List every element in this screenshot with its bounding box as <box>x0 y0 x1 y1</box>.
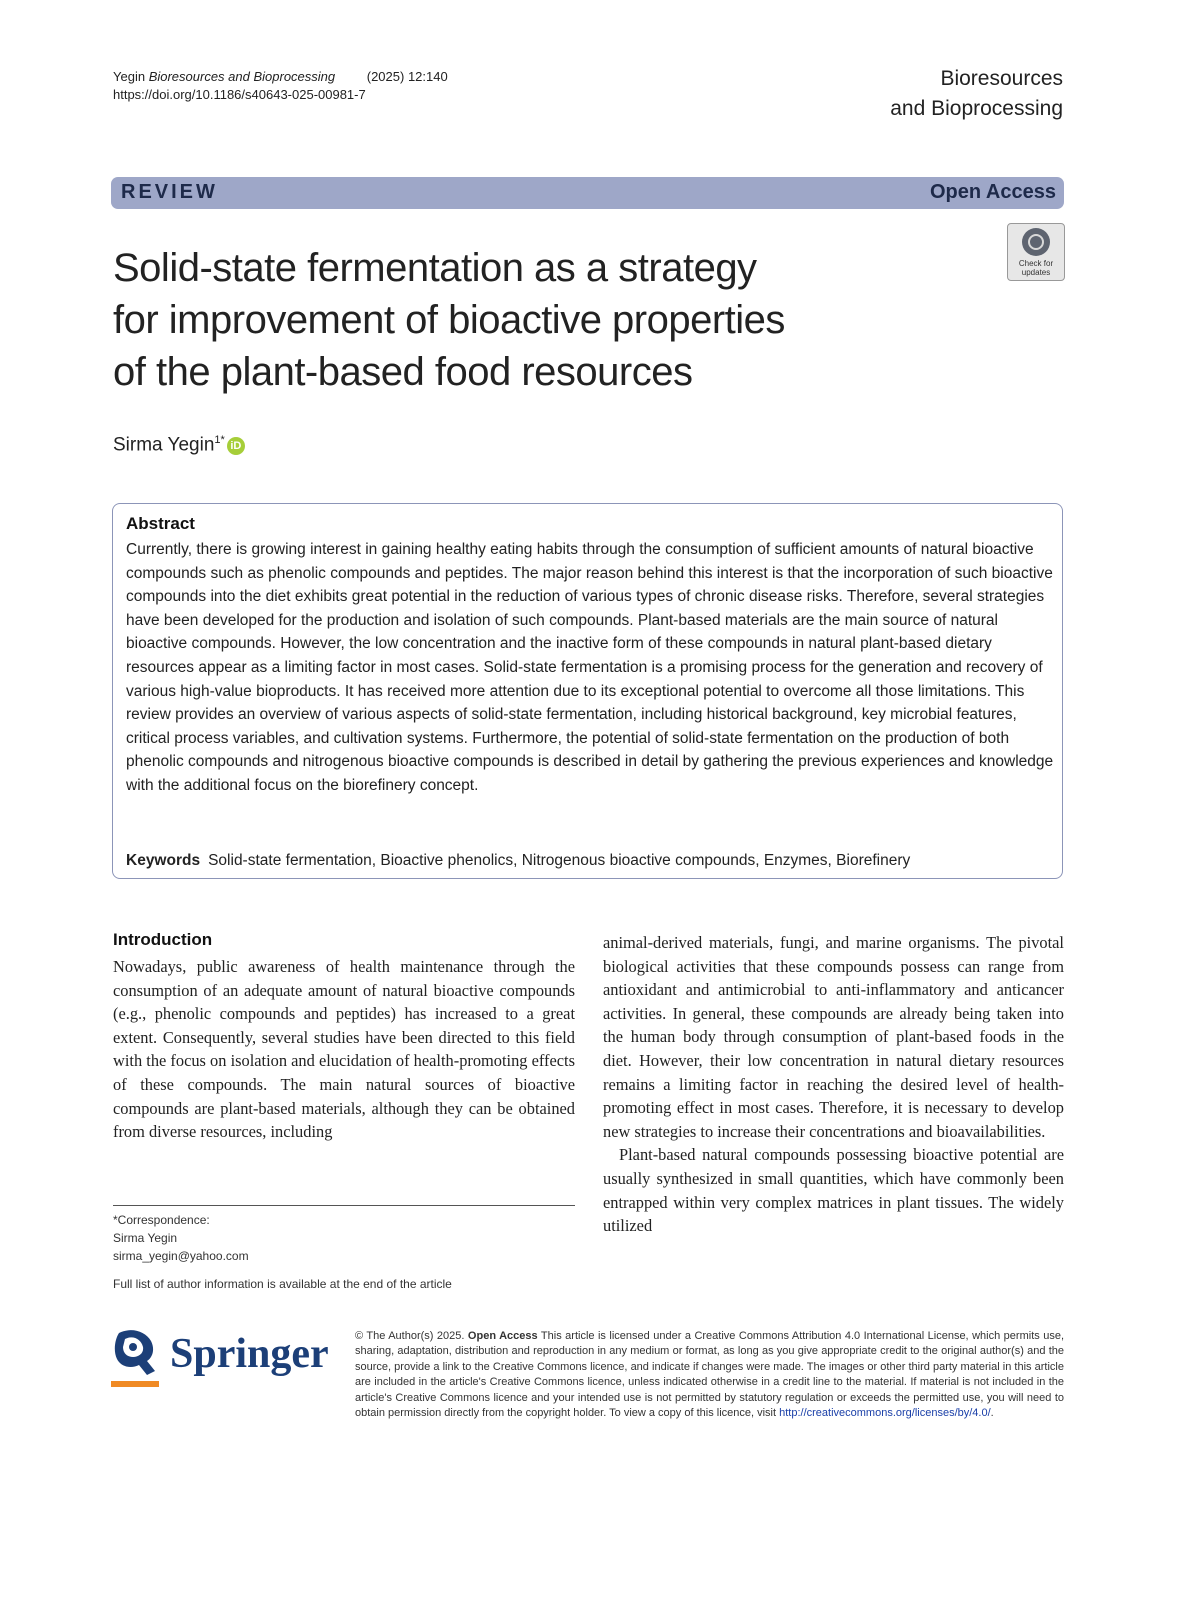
license-end: . <box>990 1407 994 1420</box>
keywords-heading: Keywords <box>126 852 201 869</box>
footnote-author-info: Full list of author information is available at the end of the article <box>113 1277 452 1291</box>
abstract-box <box>112 503 1063 879</box>
author-line <box>113 434 245 456</box>
journal-line-2: and Bioprocessing <box>890 97 1063 120</box>
check-updates-icon <box>1022 228 1050 256</box>
license-url-link[interactable]: http://creativecommons.org/licenses/by/4.0/ <box>779 1407 991 1420</box>
author-short: Yegin <box>113 69 146 84</box>
license-copyright: © The Author(s) 2025. <box>355 1330 465 1342</box>
paragraph: animal-derived materials, fungi, and marine organisms. The pivotal biological activities that these compounds possess can range from antioxidant and antimicrobial to anti-inflammatory and anticancer activities. In general, these compounds are already being taken into the human body through consumption of plant-based foods in the diet. However, their low concentration in natural dietary resources remains a limiting factor in reaching the desired level of health-promoting effect in most cases. Therefore, it is necessary to develop new strategies to increase their concentrations and bioavailabilities. <box>603 933 1064 1141</box>
article-title <box>113 242 913 398</box>
footnote-name: Sirma Yegin <box>113 1231 178 1245</box>
check-for-updates-badge[interactable] <box>1007 223 1065 281</box>
abstract-text: Currently, there is growing interest in gaining healthy eating habits through the consumption of sufficient amounts of natural bioactive compounds such as phenolic compounds and peptides. The major reason behind this interest is that the incorporation of such bioactive compounds into the diet exhibits great potential in the reduction of various types of chronic disease risks. Therefore, several strategies have been developed for the production and isolation of such compounds. Plant-based materials are the main source of natural bioactive compounds. However, the low concentration and the inactive form of these compounds in natural plant-based dietary resources appear as a limiting factor in most cases. Solid-state fermentation is a promising process for the generation and recovery of various high-value bioproducts. It has received more attention due to its exceptional potential to overcome all those limitations. This review provides an overview of various aspects of solid-state fermentation, including historical background, key microbial features, critical process variables, and cultivation systems. Furthermore, the potential of solid-state fermentation on the production of both phenolic compounds and nitrogenous bioactive compounds is described in detail by gathering the previous experiences and knowledge with the additional focus on the biorefinery concept. <box>126 541 1054 794</box>
springer-horse-icon <box>115 1330 155 1375</box>
paragraph: Plant-based natural compounds possessing bioactive potential are usually synthesized in small quantities, which have commonly been entrapped within very complex matrices in plant tissues. The widely utilized <box>603 1145 1064 1236</box>
article-type-bar <box>111 177 1064 209</box>
springer-wordmark: Springer <box>170 1331 329 1377</box>
abstract-heading: Abstract <box>126 514 195 533</box>
open-access-label: Open Access <box>930 181 1056 203</box>
footnote-correspondence: *Correspondence: <box>113 1213 210 1227</box>
section-heading-introduction: Introduction <box>113 930 213 949</box>
keywords-line <box>126 852 1056 870</box>
title-line-3: of the plant-based food resources <box>113 350 693 394</box>
footnote-divider <box>113 1205 575 1206</box>
doi-link[interactable]: https://doi.org/10.1186/s40643-025-00981-7 <box>113 87 366 102</box>
title-line-1: Solid-state fermentation as a strategy <box>113 246 757 290</box>
title-line-2: for improvement of bioactive properties <box>113 298 785 342</box>
footnote-email[interactable]: sirma_yegin@yahoo.com <box>113 1249 249 1263</box>
article-type-label: REVIEW <box>121 181 218 203</box>
license-body: This article is licensed under a Creative Commons Attribution 4.0 International License, which permits use, sharing, adaptation, distribution and reproduction in any medium or format, as long as you give appropriate credit to the original author(s) and the source, provide a link to the Creative Commons licence, and indicate if changes were made. The images or other third party material in this article are included in the article's Creative Commons licence, unless indicated otherwise in a credit line to the material. If material is not included in the article's Creative Commons licence and your intended use is not permitted by statutory regulation or exceeds the permitted use, you will need to obtain permission directly from the copyright holder. To view a copy of this licence, visit <box>355 1330 1065 1420</box>
license-text <box>355 1329 1064 1421</box>
author-affiliation-mark: 1* <box>214 434 225 446</box>
intro-right-column <box>603 931 1064 1238</box>
journal-name <box>890 64 1063 124</box>
year-volume: (2025) 12:140 <box>366 69 448 84</box>
check-updates-text: Check for updates <box>1018 258 1054 277</box>
author-name[interactable]: Sirma Yegin <box>113 434 215 456</box>
correspondence-footnote <box>113 1211 452 1293</box>
license-open-access: Open Access <box>467 1330 538 1342</box>
citation-line <box>113 68 448 85</box>
journal-italic: Bioresources and Bioprocessing <box>148 69 336 84</box>
keywords-list: Solid-state fermentation, Bioactive phenolics, Nitrogenous bioactive compounds, Enzymes, Biorefinery <box>208 852 911 869</box>
springer-orange-bar <box>111 1381 159 1387</box>
orcid-icon[interactable]: iD <box>227 437 245 455</box>
intro-left-column: Nowadays, public awareness of health maintenance through the consumption of an adequate amount of natural bioactive compounds (e.g., phenolic compounds and peptides) has increased to a great extent. Consequently, several studies have been directed to this field with the focus on isolation and elucidation of health-promoting effects of these compounds. The main natural sources of bioactive compounds are plant-based materials, although they can be obtained from diverse resources, including <box>113 957 575 1142</box>
journal-line-1: Bioresources <box>940 67 1063 90</box>
